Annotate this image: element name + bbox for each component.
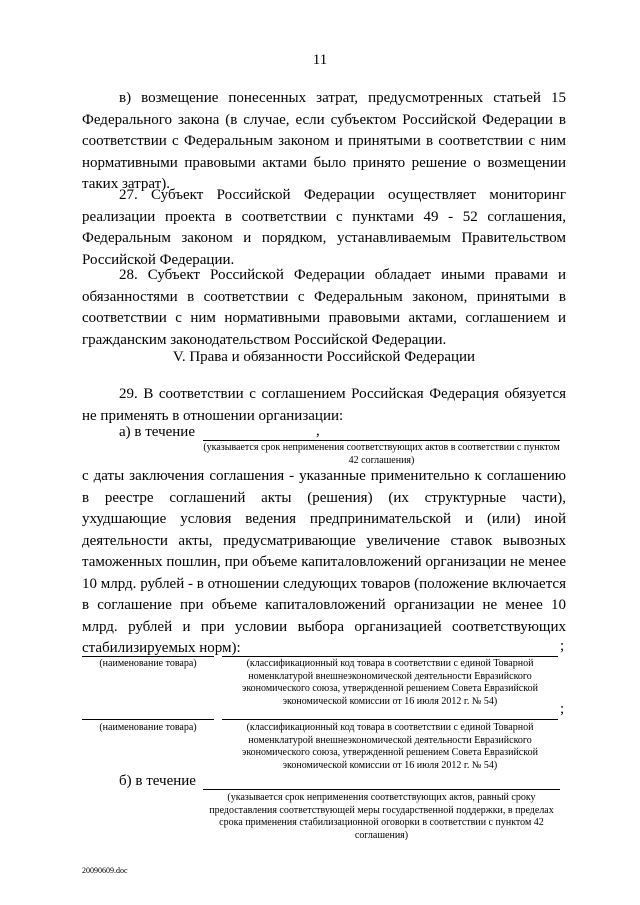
item-a-comma: ,	[316, 423, 320, 439]
paragraph-29: 29. В соответствии с соглашением Российская Федерация обязуется не применять в отношении организации:	[82, 386, 566, 424]
paragraph-27: 27. Субъект Российской Федерации осуществляет мониторинг реализации проекта в соответствии с пунктами 49 - 52 соглашения, Федеральным законом и порядком, устанавливаемым Правительством Российской Федерации.	[82, 187, 566, 268]
item-a-caption: (указывается срок неприменения соответствующих актов в соответствии с пунктом 42 соглашения)	[203, 442, 560, 466]
item-b-fill-line	[203, 789, 560, 790]
semicolon-1: ;	[560, 638, 565, 654]
paragraph-v: в) возмещение понесенных затрат, предусмотренных статьей 15 Федерального закона (в случае, если субъектом Российской Федерации в соответствии с Федеральным законом и принятыми в соответствии с ним нормативными правовыми актами было принято решение о возмещении таких затрат).	[82, 90, 566, 192]
goods-name-line-2	[82, 719, 214, 720]
semicolon-2: ;	[560, 701, 565, 717]
paragraph-28: 28. Субъект Российской Федерации обладает иными правами и обязанностями в соответствии с Федеральным законом, принятыми в соответствии с ним нормативными правовыми актами, соглашением и гражданским законодательством Российской Федерации.	[82, 267, 566, 348]
goods-name-caption-1: (наименование товара)	[99, 658, 197, 669]
paragraph-continuation: с даты заключения соглашения - указанные применительно к соглашению в реестре соглашений акты (решения) (их структурные части), ухудшающие условия ведения предпринимательской и (или) иной деятельности акты, предусматривающие увеличение ставок вывозных таможенных пошлин, при объеме капиталовложений организации не менее 10 млрд. рублей - в отношении следующих товаров (положение включается в соглашение при объеме капиталовложений организации не менее 10 млрд. рублей и при условии выбора организацией соответствующих стабилизируемых норм):	[82, 468, 566, 656]
goods-name-caption-2: (наименование товара)	[99, 722, 197, 733]
footer-filename: 20090609.doc	[82, 866, 128, 875]
item-b-label: б) в течение	[119, 773, 196, 789]
goods-code-line-1	[222, 656, 558, 657]
section-heading: V. Права и обязанности Российской Федерации	[172, 349, 476, 365]
goods-code-line-2	[222, 719, 558, 720]
item-a-fill-line	[203, 440, 560, 441]
goods-code-caption-2: (классификационный код товара в соответствии с единой Товарной номенклатурой внешнеэкономической деятельности Евразийского экономического союза, утвержденной решением Совета Евразийской экономической комиссии от 16 июля 2012 г. № 54)	[242, 722, 538, 771]
page-number: 11	[312, 52, 328, 68]
item-a-label: а) в течение	[119, 424, 195, 440]
goods-name-line-1	[82, 656, 214, 657]
goods-code-caption-1: (классификационный код товара в соответствии с единой Товарной номенклатурой внешнеэкономической деятельности Евразийского экономического союза, утвержденной решением Совета Евразийской экономической комиссии от 16 июля 2012 г. № 54)	[242, 658, 538, 707]
item-b-caption: (указывается срок неприменения соответствующих актов, равный сроку предоставления соответствующей меры государственной поддержки, в пределах срока применения стабилизационной оговорки в соответствии с пунктом 42 соглашения)	[209, 792, 554, 841]
